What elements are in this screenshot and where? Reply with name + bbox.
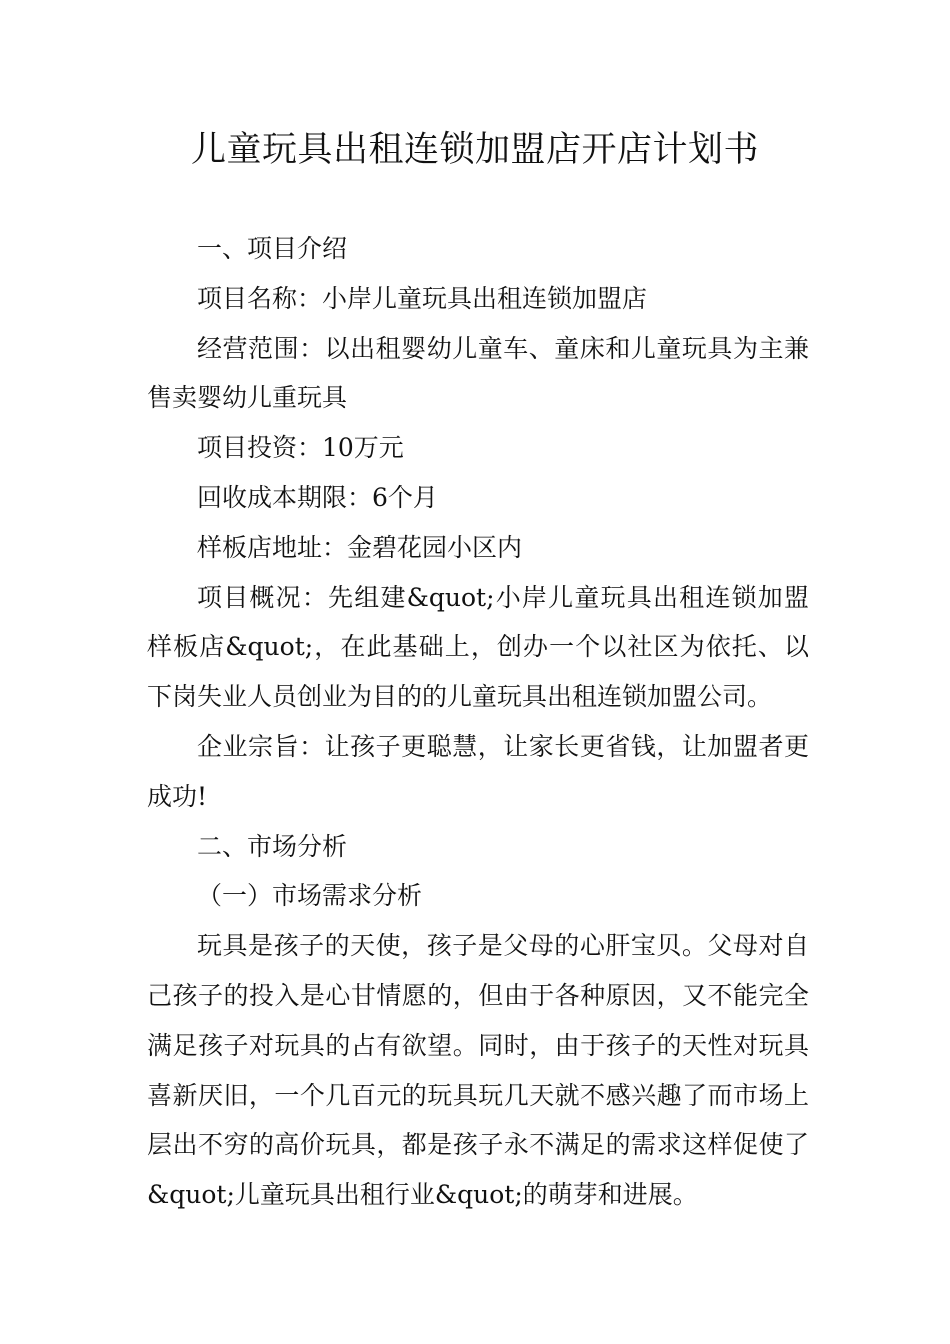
document-title: 儿童玩具出租连锁加盟店开店计划书 bbox=[190, 130, 759, 170]
paragraph-investment: 项目投资：10万元 bbox=[197, 433, 404, 463]
section-heading-market-analysis: 二、市场分析 bbox=[197, 831, 348, 861]
subsection-heading-demand-analysis: （一）市场需求分析 bbox=[197, 881, 423, 911]
paragraph-company-mission: 企业宗旨：让孩子更聪慧，让家长更省钱，让加盟者更成功! bbox=[147, 731, 809, 811]
paragraph-business-scope: 经营范围：以出租婴幼儿童车、童床和儿童玩具为主兼售卖婴幼儿重玩具 bbox=[147, 333, 809, 413]
paragraph-project-name: 项目名称：小岸儿童玩具出租连锁加盟店 bbox=[197, 283, 648, 313]
document-body bbox=[147, 224, 809, 1220]
section-heading-project-intro: 一、项目介绍 bbox=[197, 234, 348, 263]
paragraph-demand-analysis: 玩具是孩子的天使，孩子是父母的心肝宝贝。父母对自己孩子的投入是心甘情愿的，但由于各种原因，又不能完全满足孩子对玩具的占有欲望。同时，由于孩子的天性对玩具喜新厌旧，一个几百元的玩具玩几天就不感兴趣了而市场上层出不穷的高价玩具，都是孩子永不满足的需求这样促使了&quot;儿童玩具出租行业&quot;的萌芽和进展。 bbox=[147, 931, 809, 1210]
paragraph-sample-store-address: 样板店地址：金碧花园小区内 bbox=[197, 532, 523, 562]
paragraph-payback-period: 回收成本期限：6个月 bbox=[197, 482, 438, 512]
paragraph-project-overview: 项目概况：先组建&quot;小岸儿童玩具出租连锁加盟样板店&quot;，在此基础上，创办一个以社区为依托、以下岗失业人员创业为目的的儿童玩具出租连锁加盟公司。 bbox=[147, 582, 809, 712]
